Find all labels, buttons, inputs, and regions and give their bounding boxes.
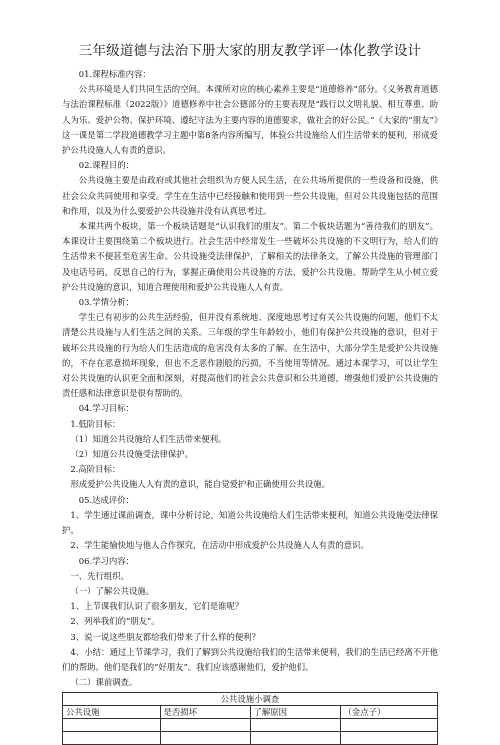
table-cell: [250, 719, 340, 732]
table-cell: [63, 732, 161, 745]
paragraph: 1.低阶目标：: [70, 418, 121, 429]
paragraph: （1）知道公共设施给人们生活带来便利。: [70, 433, 227, 444]
section-heading: 03.学情分析：: [78, 297, 134, 308]
table-cell: [160, 732, 250, 745]
section-heading: 01.课程标准内容：: [78, 69, 151, 79]
paragraph: （2）知道公共设施受法律保护。: [70, 449, 193, 460]
table-caption-row: [63, 693, 438, 706]
table-header-cell: 是否损坏: [160, 706, 250, 719]
paragraph: 4、小结：通过上节课学习，我们了解到公共设施给我们的生活带来便利，我们的生活已经离不开他们的帮助。他们是我们的“好朋友”。我们应该感谢他们，爱护他们。: [62, 646, 438, 672]
table-cell: [340, 732, 438, 745]
paragraph: 3、说一说这些朋友都给我们带来了什么样的便利？: [70, 631, 260, 642]
paragraph: 公共环境是人们共同生活的空间。本课所对应的核心素养主要是“道德修养”部分。《义务教育道德与法治课程标准（2022版）》道德修养中社会公德部分的主要表现是“践行以文明礼貌、相互尊重、助人为乐、爱护公物、保护环境、遵纪守法为主要内容的道德要求，做社会的好公民。”《大家的“朋友”》这一课是第二学段道德教学习主题中第8条内容所编写，体验公共设施给人们生活带来的便利，形成爱护公共设施人人有责的意识。: [62, 84, 438, 156]
document-title: 三年级道德与法治下册大家的朋友教学评一体化教学设计: [78, 43, 422, 59]
paragraph: 1、上节课我们认识了很多朋友，它们是谁呢？: [70, 601, 244, 612]
paragraph: 2、列举我们的“朋友”。: [70, 616, 160, 627]
section-heading: 06.学习内容：: [78, 555, 134, 566]
table-header-cell: 公共设施: [63, 706, 161, 719]
paragraph: （一）了解公共设施。: [70, 585, 155, 596]
paragraph: 公共设施主要是由政府或其他社会组织为方便人民生活，在公共场所提供的一些设备和设施，供社会公众共同使用和享受。学生在生活中已经接触和使用到一些公共设施，但对公共设施包括的范围和作用，以及为什么要爱护公共设施并没有认真思考过。: [62, 175, 438, 216]
paragraph: （二）课前调查。: [70, 677, 138, 688]
table-caption: 公共设施小调查: [63, 693, 438, 706]
section-heading: 04.学习目标：: [78, 403, 134, 414]
table-cell: [160, 719, 250, 732]
table-row: [63, 732, 438, 745]
paragraph: 学生已有初步的公共生活经验，但并没有系统地、深度地思考过有关公共设施的问题，他们不太清楚公共设施与人们生活之间的关系。三年级的学生年龄较小，他们有保护公共设施的意识，但对于破坏公共设施的行为给人们生活造成的危害没有太多的了解。在生活中，大部分学生是爱护公共设施的，不存在恶意损坏现象，但也不乏恶作剧般的污损，不当使用等情况。通过本课学习，可以让学生对公共设施的认识更全面和深刻，对提高他们的社会公共意识和公共道德，增强他们爱护公共设施的责任感和法律意识是很有帮助的。: [62, 312, 438, 399]
table-header-row: [63, 706, 438, 719]
table-row: [63, 719, 438, 732]
paragraph: 2.高阶目标：: [70, 464, 121, 475]
table-header-cell: （金点子）: [340, 706, 438, 719]
document-body: [62, 67, 438, 690]
paragraph: 一、先行组织。: [70, 570, 130, 581]
paragraph: 2、学生能愉快地与他人合作探究，在活动中形成爱护公共设施人人有责的意识。: [70, 540, 369, 551]
table-cell: [63, 719, 161, 732]
survey-table-container: [62, 692, 438, 745]
table-cell: [340, 719, 438, 732]
section-heading: 02.课程目的：: [78, 160, 134, 171]
section-heading: 05.达成评价：: [78, 494, 134, 505]
survey-table: [62, 692, 438, 745]
table-cell: [250, 732, 340, 745]
paragraph: 形成爱护公共设施人人有责的意识，能自觉爱护和正确使用公共设施。: [70, 479, 331, 490]
paragraph: 本课共两个板块，第一个板块话题是“认识我们的朋友”。第二个板块话题为“善待我们的朋友”。本课设计主要围绕第二个板块进行。社会生活中经常发生一些破坏公共设施的不文明行为，给人们的生活带来不便甚至危害生命。公共设施受法律保护，了解相关的法律条文，了解公共设施的管理部门及电话号码，反思自己的行为，掌握正确使用公共设施的方法，爱护公共设施。帮助学生从小树立爱护公共设施的意识，知道合理使用和爱护公共设施人人有责。: [62, 221, 438, 292]
table-header-cell: 了解原因: [250, 706, 340, 719]
paragraph: 1、学生通过课前调查，课中分析讨论，知道公共设施给人们生活带来便利，知道公共设施受法律保护。: [62, 509, 438, 536]
